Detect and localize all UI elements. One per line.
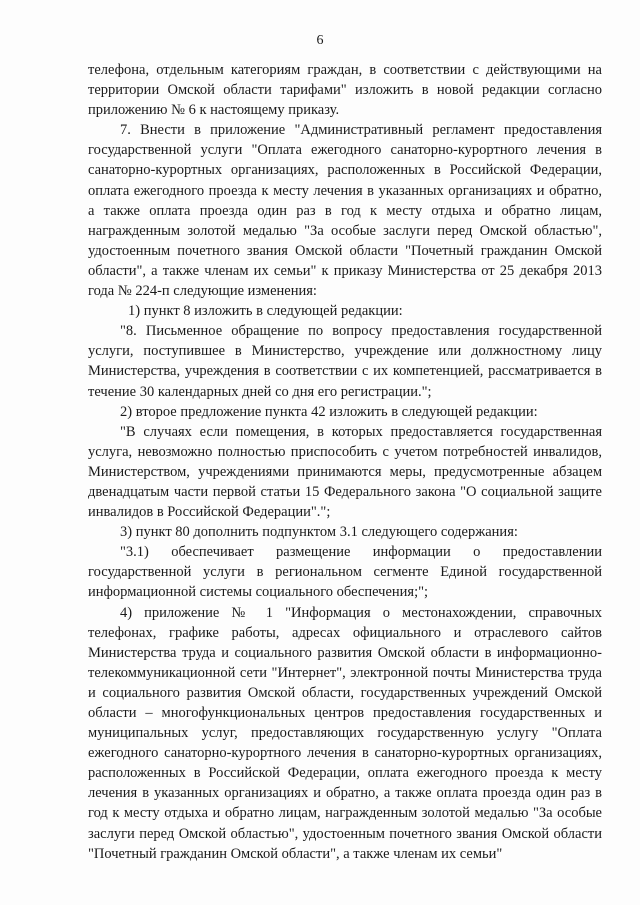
paragraph-subitem-1: 1) пункт 8 изложить в следующей редакции: [128, 303, 403, 320]
page-number: 6 [316, 33, 324, 48]
paragraph-item-7: 7. Внести в приложение "Административный регламент предоставления государственной услуги "Оплата ежегодного санаторно-курортного лечения в санаторно-курортных организациях, расположенных в Российской Федерации, оплата ежегодного проезда к месту лечения в указанных организациях и обратно, а также оплата проезда один раз в год к месту отдыха и обратно лицам, награжденным золотой медалью "За особые заслуги перед Омской областью", удостоенным почетного звания Омской области "Почетный гражданин Омской области", а также членам их семьи" к приказу Министерства от 25 декабря 2013 года № 224-п следующие изменения: [88, 122, 602, 300]
paragraph-quote-42: "В случаях если помещения, в которых предоставляется государственная услуга, невозможно полностью приспособить с учетом потребностей инвалидов, Министерством, учреждениями принимаются меры, предусмотренные абзацем двенадцатым части первой статьи 15 Федерального закона "О социальной защите инвалидов в Российской Федерации"."; [88, 423, 602, 521]
paragraph-subitem-4: 4) приложение № 1 "Информация о местонахождении, справочных телефонах, графике работы, адресах официального и отраслевого сайтов Министерства труда и социального развития Омской области в информационно-телекоммуникационной сети "Интернет", электронной почты Министерства труда и социального развития Омской области, государственных учреждений Омской области – многофункциональных центров предоставления государственных и муниципальных услуг, предоставляющих государственную услугу "Оплата ежегодного санаторно-курортного лечения в санаторно-курортных организациях, расположенных в Российской Федерации, оплата ежегодного проезда к месту лечения в указанных организациях и обратно, а также оплата проезда один раз в год к месту отдыха и обратно лицам, награжденным золотой медалью "За особые заслуги перед Омской областью", удостоенным почетного звания Омской области "Почетный гражданин Омской области", а также членам их семьи" [88, 604, 602, 862]
paragraph-continuation: телефона, отдельным категориям граждан, в соответствии с действующими на территории Омской области тарифами" изложить в новой редакции согласно приложению № 6 к настоящему приказу. [88, 62, 602, 119]
paragraph-quote-8: "8. Письменное обращение по вопросу предоставления государственной услуги, поступившее в Министерство, учреждение или должностному лицу Министерства, учреждения в соответствии с их компетенцией, рассматривается в течение 30 календарных дней со дня его регистрации."; [88, 323, 602, 400]
document-body [88, 60, 602, 864]
paragraph-subitem-3: 3) пункт 80 дополнить подпунктом 3.1 следующего содержания: [120, 524, 518, 541]
paragraph-subitem-2: 2) второе предложение пункта 42 изложить в следующей редакции: [120, 403, 538, 420]
paragraph-quote-3-1: "3.1) обеспечивает размещение информации о предоставлении государственной услуги в региональном сегменте Единой государственной информационной системы социального обеспечения;"; [88, 544, 602, 601]
